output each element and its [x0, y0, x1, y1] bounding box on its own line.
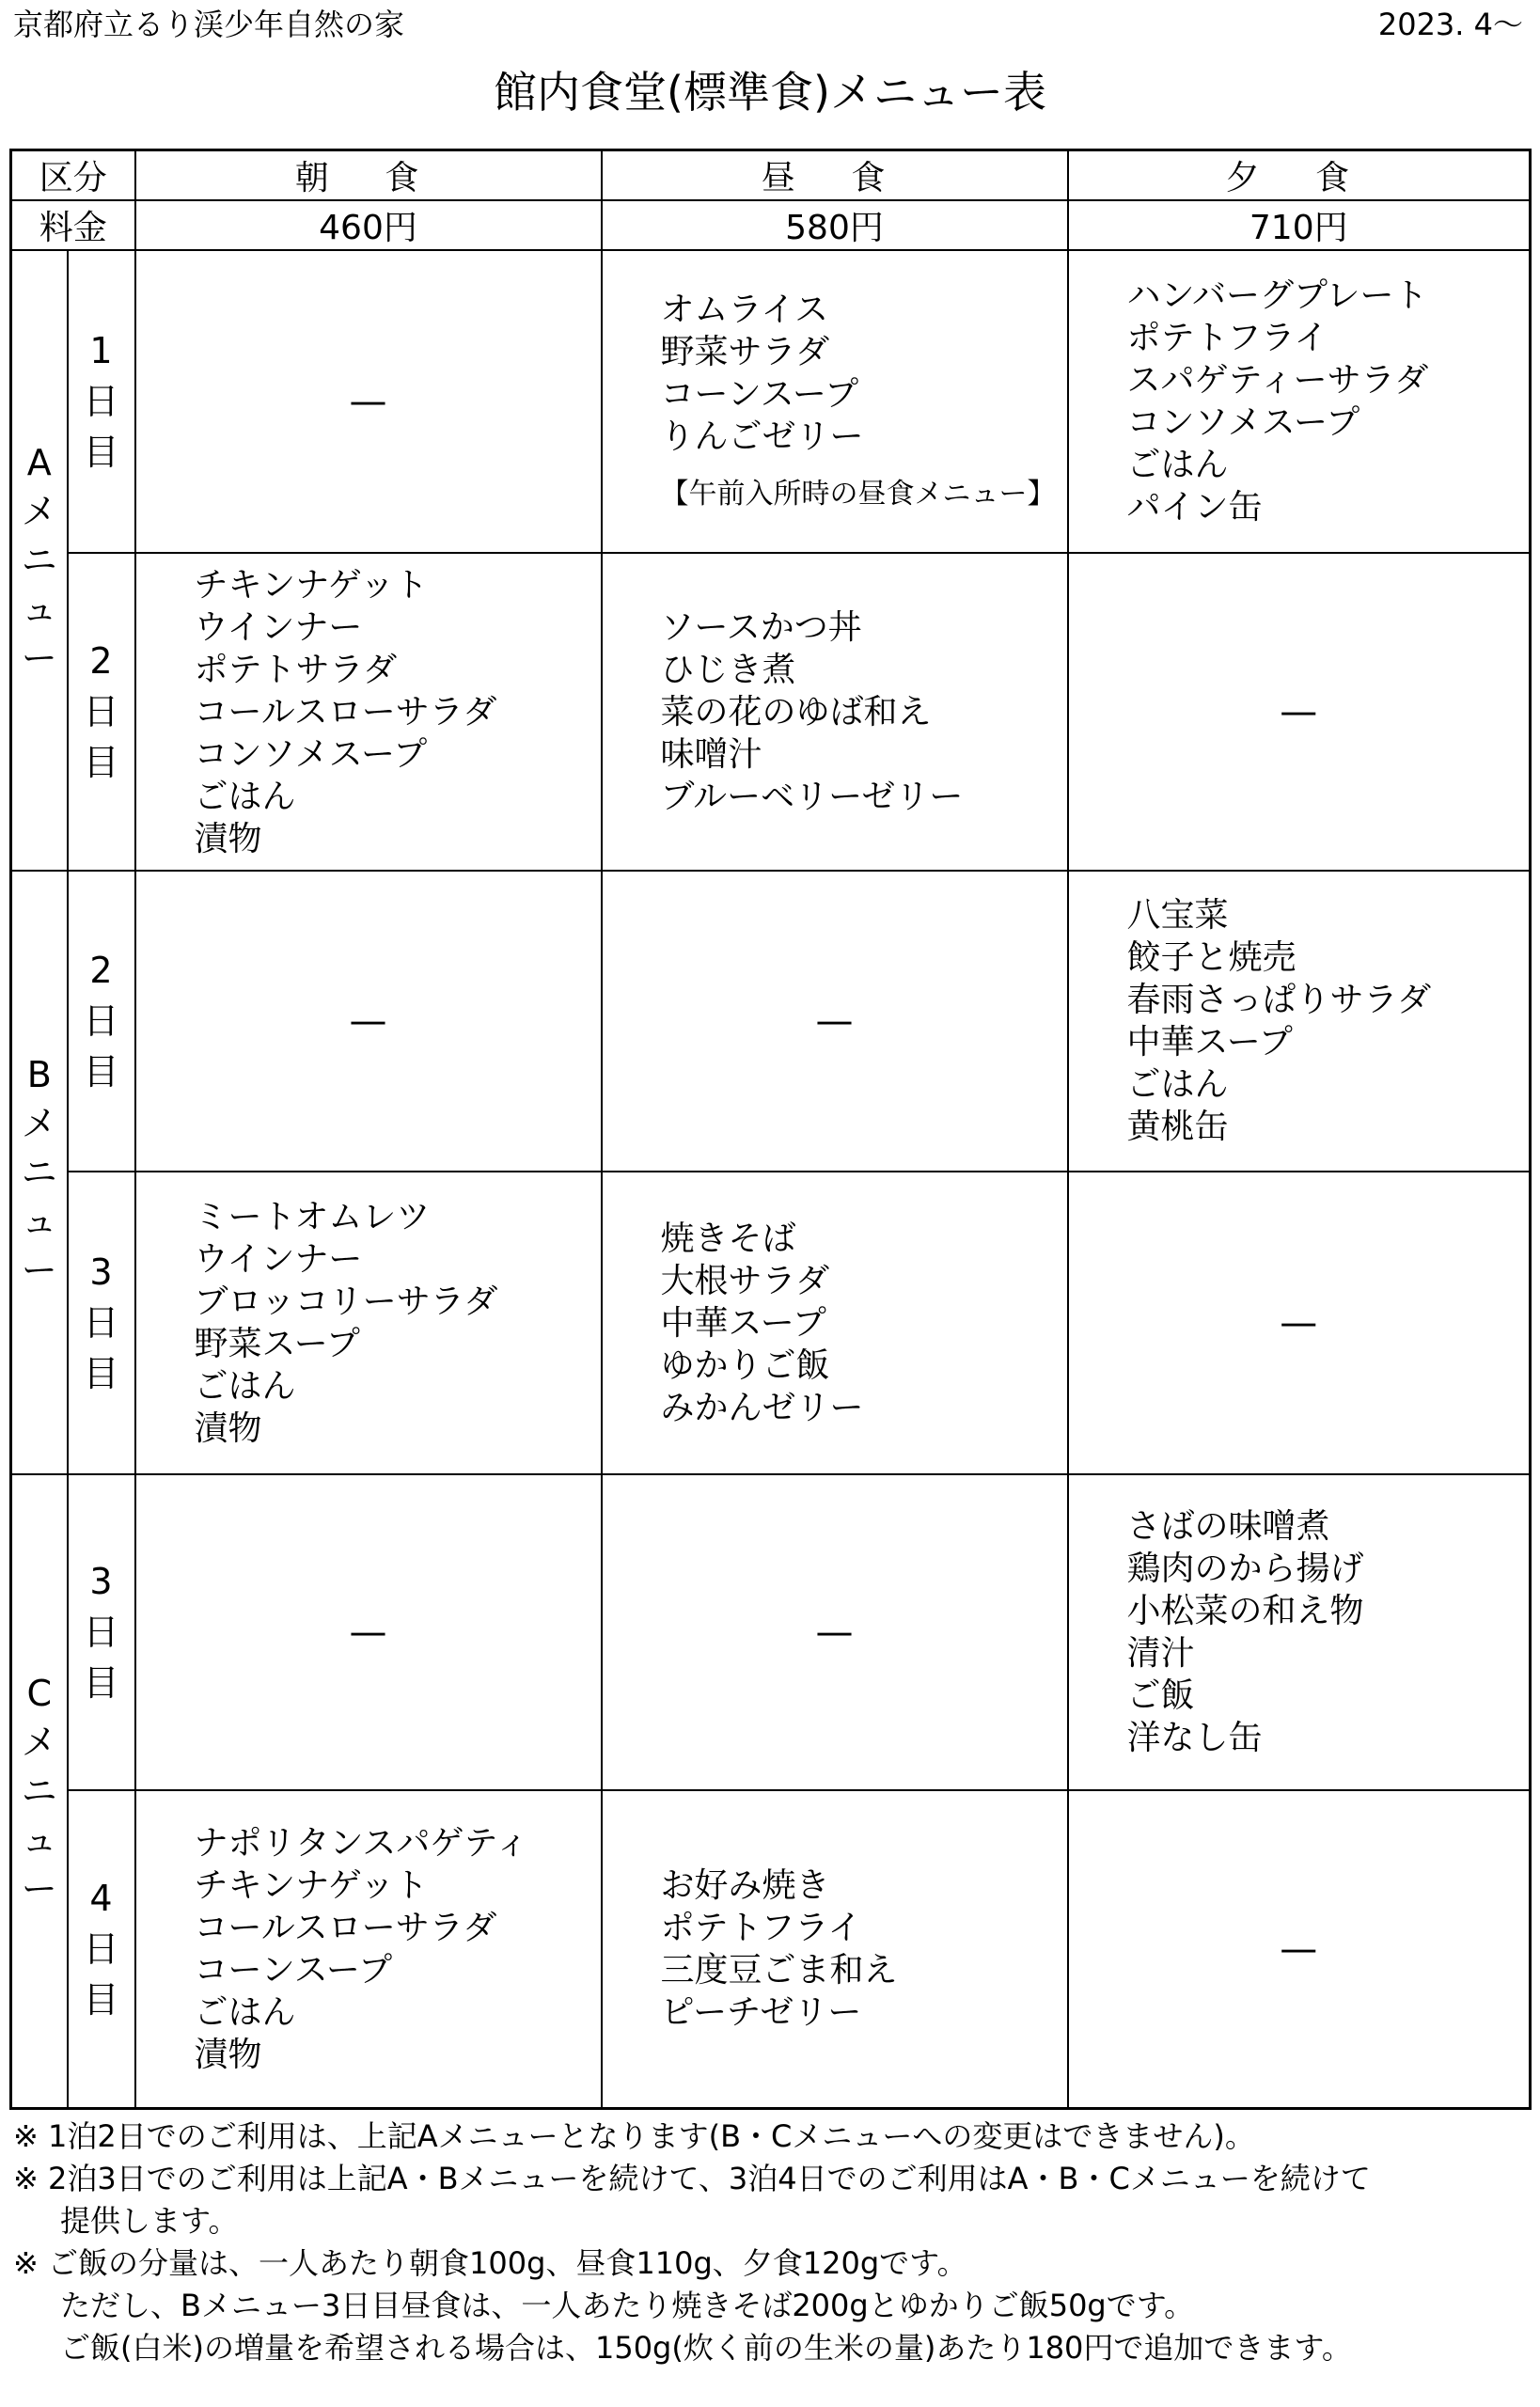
dish: 餃子と焼売: [1126, 938, 1296, 977]
dish: さばの味噌煮: [1126, 1507, 1330, 1546]
dish: ナポリタンスパゲティ: [194, 1824, 529, 1863]
menu-row: [11, 1172, 1531, 1474]
dish: ポテトフライ: [1126, 319, 1328, 357]
dish: ブロッコリーサラダ: [194, 1282, 498, 1321]
dish: 野菜サラダ: [660, 332, 830, 371]
dinner-price: 710円: [1068, 200, 1531, 250]
dish: コールスローサラダ: [194, 692, 497, 732]
dish: 味噌汁: [660, 734, 762, 774]
dish: 洋なし缶: [1126, 1719, 1263, 1757]
dish: ハンバーグプレート: [1126, 276, 1428, 315]
menu-row: [11, 1790, 1531, 2109]
lunch-cell: [602, 1790, 1068, 2109]
dish: 中華スープ: [1126, 1023, 1293, 1062]
facility-name: 京都府立るり渓少年自然の家: [13, 7, 405, 42]
lunch-header: 昼 食: [602, 150, 1068, 201]
note-line: ※ ご飯の分量は、一人あたり朝食100g、昼食110g、夕食120gです。: [13, 2245, 967, 2281]
note-line: ※ 1泊2日でのご利用は、上記Aメニューとなります(B・Cメニューへの変更はできません)。: [13, 2118, 1255, 2154]
dish: コンソメスープ: [194, 734, 428, 774]
dish: ミートオムレツ: [194, 1198, 431, 1236]
dish: ウインナー: [194, 1240, 363, 1279]
dinner-cell: —: [1068, 553, 1531, 871]
day-label: 4 日 目: [68, 1790, 135, 2109]
dish: スパゲティーサラダ: [1126, 361, 1429, 400]
dish: ごはん: [194, 1367, 296, 1406]
dish: ソースかつ丼: [660, 607, 862, 647]
breakfast-cell: —: [135, 250, 602, 553]
dish: チキンナゲット: [194, 1866, 429, 1905]
breakfast-cell: —: [135, 1474, 602, 1790]
dish: 清汁: [1126, 1634, 1195, 1673]
section-header: 区分: [11, 150, 135, 201]
dinner-cell: —: [1068, 1172, 1531, 1474]
dinner-cell: —: [1068, 1790, 1531, 2109]
dish: りんごゼリー: [660, 417, 864, 456]
dinner-cell: [1068, 250, 1531, 553]
dish: 小松菜の和え物: [1126, 1592, 1364, 1630]
dish: ごはん: [194, 777, 296, 816]
dinner-cell: [1068, 871, 1531, 1172]
breakfast-cell: [135, 1790, 602, 2109]
dish: ピーチゼリー: [660, 1993, 862, 2032]
day-label: 3 日 目: [68, 1172, 135, 1474]
menu-row: [11, 1474, 1531, 1790]
lunch-cell: —: [602, 1474, 1068, 1790]
dish: 菜の花のゆば和え: [660, 692, 932, 732]
breakfast-cell: —: [135, 871, 602, 1172]
lunch-cell: —: [602, 871, 1068, 1172]
lunch-price: 580円: [602, 200, 1068, 250]
dish: 黄桃缶: [1126, 1108, 1229, 1146]
dish: チキンナゲット: [194, 565, 429, 605]
day-label: 1 日 目: [68, 250, 135, 553]
day-label: 3 日 目: [68, 1474, 135, 1790]
dish: 大根サラダ: [660, 1261, 830, 1300]
menu-group-label: B メ ニ ュ ー: [11, 871, 68, 1474]
lunch-cell: [602, 250, 1068, 553]
menu-group-label: A メ ニ ュ ー: [11, 250, 68, 871]
price-row: [11, 200, 1531, 250]
dish: 三度豆ごま和え: [660, 1951, 898, 1990]
page-title: 館内食堂(標準食)メニュー表: [494, 67, 1046, 118]
dish: ポテトサラダ: [194, 650, 398, 689]
dish: ごはん: [1126, 446, 1229, 484]
lunch-cell: [602, 553, 1068, 871]
dish: 春雨さっぱりサラダ: [1126, 981, 1432, 1019]
dish: ポテトフライ: [660, 1909, 862, 1947]
dish: ブルーベリーゼリー: [660, 777, 964, 816]
dish: 漬物: [194, 1409, 262, 1448]
note-line: 提供します。: [60, 2203, 239, 2239]
breakfast-price: 460円: [135, 200, 602, 250]
dish: 八宝菜: [1126, 896, 1229, 935]
dish: コールスローサラダ: [194, 1909, 497, 1947]
dish: コーンスープ: [194, 1951, 393, 1990]
breakfast-cell: [135, 1172, 602, 1474]
note-line: ※ 2泊3日でのご利用は上記A・Bメニューを続けて、3泊4日でのご利用はA・B・Cメニューを続けて: [13, 2161, 1371, 2196]
day-label: 2 日 目: [68, 553, 135, 871]
day-label: 2 日 目: [68, 871, 135, 1172]
dish: 漬物: [194, 2036, 262, 2074]
menu-row: [11, 871, 1531, 1172]
dinner-cell: [1068, 1474, 1531, 1790]
effective-date: 2023. 4〜: [1377, 7, 1523, 42]
dinner-header: 夕 食: [1068, 150, 1531, 201]
notes: [13, 2116, 1527, 2369]
dish: オムライス: [660, 290, 829, 329]
breakfast-cell: [135, 553, 602, 871]
dish: コーンスープ: [660, 374, 859, 414]
dish: ごはん: [1126, 1065, 1229, 1104]
lunch-note: 【午前入所時の昼食メニュー】: [660, 477, 1056, 511]
price-label: 料金: [11, 200, 135, 250]
dish: ウインナー: [194, 607, 363, 647]
breakfast-header: 朝 食: [135, 150, 602, 201]
menu-table: [9, 149, 1532, 2110]
dish: 焼きそば: [660, 1219, 796, 1258]
dish: みかんゼリー: [660, 1388, 864, 1427]
dish: コンソメスープ: [1126, 403, 1360, 442]
header-row: [11, 150, 1531, 201]
dish: ひじき煮: [660, 650, 796, 689]
dish: パイン缶: [1126, 488, 1263, 527]
note-line: ご飯(白米)の増量を希望される場合は、150g(炊く前の生米の量)あたり180円で追加できます。: [60, 2330, 1352, 2366]
dish: 鶏肉のから揚げ: [1126, 1550, 1364, 1588]
dish: お好み焼き: [660, 1866, 830, 1905]
note-line: ただし、Bメニュー3日目昼食は、一人あたり焼きそば200gとゆかりご飯50gです。: [60, 2288, 1195, 2323]
menu-group-label: C メ ニ ュ ー: [11, 1474, 68, 2109]
lunch-cell: [602, 1172, 1068, 1474]
dish: ゆかりご飯: [660, 1345, 830, 1385]
dish: ごはん: [194, 1993, 296, 2032]
dish: 野菜スープ: [194, 1325, 360, 1363]
dish: 中華スープ: [660, 1303, 826, 1343]
dish: 漬物: [194, 819, 262, 858]
dish: ご飯: [1126, 1676, 1195, 1715]
menu-row: [11, 250, 1531, 553]
menu-row: [11, 553, 1531, 871]
